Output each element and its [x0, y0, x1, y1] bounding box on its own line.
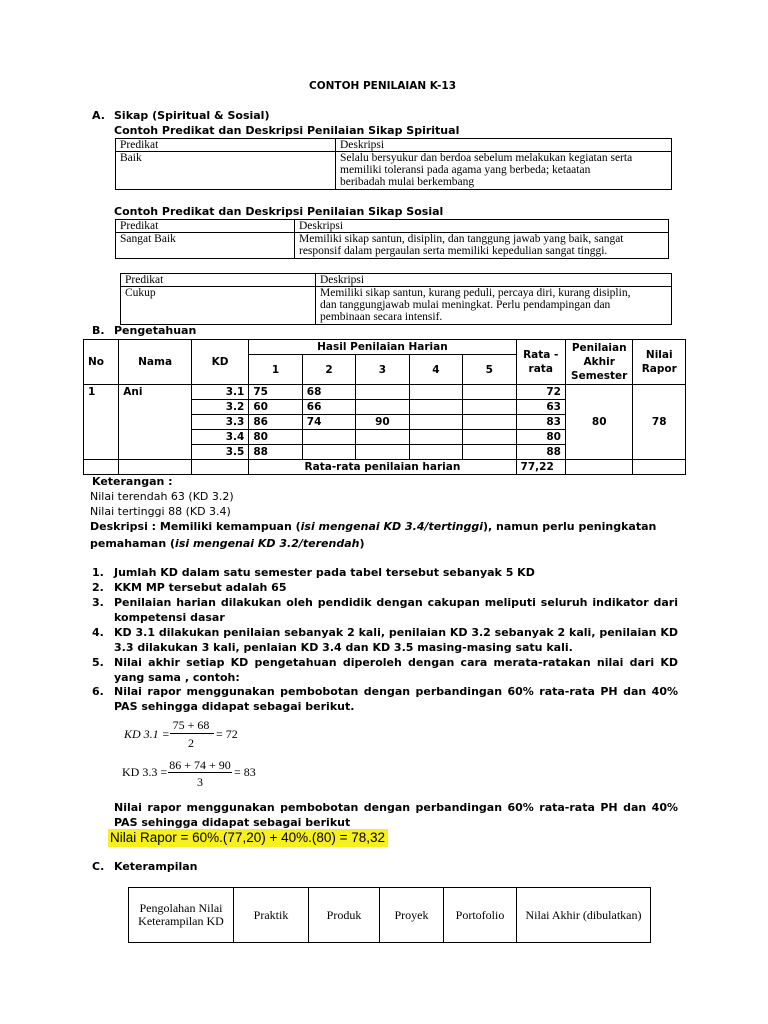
cell-empty	[565, 460, 633, 475]
table-row	[84, 460, 686, 475]
predikat-value: Sangat Baik	[116, 233, 295, 259]
header-ph-2: 2	[302, 355, 355, 385]
header-nama: Nama	[119, 340, 192, 385]
nilai-tertinggi: Nilai tertinggi 88 (KD 3.4)	[90, 505, 231, 518]
section-a-letter: A.	[92, 109, 105, 122]
list-item	[92, 565, 682, 580]
cell-pas: 80	[565, 385, 633, 460]
cell-rata: 88	[516, 445, 565, 460]
section-c-letter: C.	[92, 860, 105, 873]
table-header-row	[116, 139, 672, 152]
formula-rhs: = 83	[234, 765, 256, 779]
fraction-bar	[168, 772, 232, 773]
deskripsi-value	[336, 152, 672, 190]
pengetahuan-table	[83, 339, 686, 475]
predikat-value: Cukup	[121, 287, 316, 325]
table-header-row	[129, 888, 651, 943]
deskripsi-line: Memiliki sikap santun, kurang peduli, percaya diri, kurang disiplin,	[320, 287, 631, 299]
header-predikat: Predikat	[116, 220, 295, 233]
header-deskripsi: Deskripsi	[316, 274, 672, 287]
deskripsi-text-pre: pemahaman (	[90, 537, 176, 550]
list-text: Nilai akhir setiap KD pengetahuan diperoleh dengan cara merata-ratakan nilai dari KD yang sama , contoh:	[114, 656, 678, 684]
list-number: 2.	[92, 581, 104, 594]
header-rapor: Nilai Rapor	[633, 340, 686, 385]
header-deskripsi: Deskripsi	[336, 139, 672, 152]
header-hasil: Hasil Penilaian Harian	[249, 340, 516, 355]
cell-kd: 3.5	[191, 445, 248, 460]
header-ph-3: 3	[356, 355, 409, 385]
deskripsi-line: dan tanggungjawab mulai meningkat. Perlu pendampingan dan	[320, 299, 611, 311]
cell-ph: 88	[249, 445, 302, 460]
cell-ph	[463, 400, 516, 415]
section-c-title: Keterampilan	[114, 860, 198, 873]
keterangan-label: Keterangan :	[92, 475, 173, 488]
deskripsi-line-1	[90, 520, 678, 533]
deskripsi-text-post: ), namun perlu peningkatan	[483, 520, 657, 533]
deskripsi-line-2	[90, 537, 365, 550]
document-title: CONTOH PENILAIAN K-13	[309, 80, 456, 92]
cell-ph	[409, 400, 462, 415]
header-no: No	[84, 340, 119, 385]
keterampilan-table	[128, 887, 651, 943]
spiritual-caption: Contoh Predikat dan Deskripsi Penilaian Sikap Spiritual	[114, 124, 460, 137]
list-item	[92, 625, 682, 655]
formula-kd33	[122, 758, 302, 794]
formula-lhs: KD 3.3 =	[122, 765, 168, 779]
table-header-row	[121, 274, 672, 287]
header-ph-1: 1	[249, 355, 302, 385]
cell-ph	[463, 415, 516, 430]
header-kd: KD	[191, 340, 248, 385]
cell-ph	[463, 445, 516, 460]
cell-ph	[463, 385, 516, 400]
cell-rata: 80	[516, 430, 565, 445]
list-text: Jumlah KD dalam satu semester pada tabel tersebut sebanyak 5 KD	[114, 566, 535, 579]
header-produk: Produk	[309, 888, 380, 943]
cell-ph	[356, 445, 409, 460]
header-pengolahan: Pengolahan Nilai Keterampilan KD	[129, 888, 234, 943]
cell-rata: 63	[516, 400, 565, 415]
cell-ph: 90	[356, 415, 409, 430]
deskripsi-text-italic: isi mengenai KD 3.2/terendah	[175, 537, 360, 550]
cell-ph	[409, 415, 462, 430]
cell-ph	[302, 430, 355, 445]
cell-empty	[633, 460, 686, 475]
section-b-letter: B.	[92, 324, 105, 337]
list-item	[92, 595, 682, 625]
header-ph-5: 5	[463, 355, 516, 385]
deskripsi-line: Selalu bersyukur dan berdoa sebelum melakukan kegiatan serta	[340, 152, 633, 164]
deskripsi-value	[316, 287, 672, 325]
list-text: KD 3.1 dilakukan penilaian sebanyak 2 kali, penilaian KD 3.2 sebanyak 2 kali, penilaian KD 3.3 dilakukan 3 kali, penlaian KD 3.4 dan KD 3.5 masing-masing satu kali.	[114, 626, 678, 654]
cell-ph: 68	[302, 385, 355, 400]
cell-kd: 3.1	[191, 385, 248, 400]
cell-no: 1	[84, 385, 119, 460]
deskripsi-text	[90, 520, 656, 533]
header-predikat: Predikat	[121, 274, 316, 287]
formula-lhs: KD 3.1 =	[124, 727, 170, 741]
table-row	[116, 233, 669, 259]
deskripsi-text-post: )	[359, 537, 365, 550]
header-ph-4: 4	[409, 355, 462, 385]
header-proyek: Proyek	[380, 888, 444, 943]
cell-ph	[409, 445, 462, 460]
sosial-table	[115, 219, 669, 259]
cell-ph: 60	[249, 400, 302, 415]
list-number: 6.	[92, 685, 104, 698]
cell-rata: 83	[516, 415, 565, 430]
formula-numerator: 86 + 74 + 90	[169, 758, 231, 772]
deskripsi-value	[295, 233, 669, 259]
cell-kd: 3.4	[191, 430, 248, 445]
deskripsi-line: pembinaan secara intensif.	[320, 311, 443, 323]
table-header-row	[116, 220, 669, 233]
header-nilai-akhir: Nilai Akhir (dibulatkan)	[517, 888, 651, 943]
cell-ph: 75	[249, 385, 302, 400]
cell-ph: 86	[249, 415, 302, 430]
rapor-note: Nilai rapor menggunakan pembobotan dengan perbandingan 60% rata-rata PH dan 40% PAS sehingga didapat sebagai berikut	[114, 801, 678, 829]
list-text: Nilai rapor menggunakan pembobotan dengan perbandingan 60% rata-rata PH dan 40% PAS sehingga didapat sebagai berikut.	[114, 685, 678, 713]
cell-ph	[356, 430, 409, 445]
cell-kd: 3.3	[191, 415, 248, 430]
predikat-value: Baik	[116, 152, 336, 190]
cell-ph	[356, 400, 409, 415]
cell-empty	[84, 460, 119, 475]
header-predikat: Predikat	[116, 139, 336, 152]
formula-numerator: 75 + 68	[172, 718, 210, 732]
list-number: 4.	[92, 626, 104, 639]
cell-ph	[409, 430, 462, 445]
cukup-table	[120, 273, 672, 325]
cell-ph	[463, 430, 516, 445]
deskripsi-line: beribadah mulai berkembang	[340, 176, 475, 188]
formula-rhs: = 72	[216, 727, 238, 741]
table-row	[84, 385, 686, 400]
cell-kd: 3.2	[191, 400, 248, 415]
cell-ph: 74	[302, 415, 355, 430]
header-portofolio: Portofolio	[444, 888, 517, 943]
cell-ph	[409, 385, 462, 400]
deskripsi-line: Memiliki sikap santun, disiplin, dan tanggung jawab yang baik, sangat	[299, 233, 624, 245]
section-b-title: Pengetahuan	[114, 324, 197, 337]
cell-rata: 72	[516, 385, 565, 400]
deskripsi-text-pre: Deskripsi : Memiliki kemampuan (	[90, 520, 301, 533]
cell-ph	[302, 445, 355, 460]
avg-value: 77,22	[516, 460, 565, 475]
header-pas: Penilaian Akhir Semester	[565, 340, 633, 385]
fraction-bar	[170, 733, 214, 734]
list-text: Penilaian harian dilakukan oleh pendidik dengan cakupan meliputi seluruh indikator dari kompetensi dasar	[114, 596, 678, 624]
header-deskripsi: Deskripsi	[295, 220, 669, 233]
cell-ph: 66	[302, 400, 355, 415]
list-number: 5.	[92, 656, 104, 669]
cell-empty	[191, 460, 248, 475]
list-number: 3.	[92, 596, 104, 609]
sosial-caption: Contoh Predikat dan Deskripsi Penilaian Sikap Sosial	[114, 205, 444, 218]
formula-kd31	[124, 718, 274, 754]
list-item	[92, 580, 682, 595]
list-text: KKM MP tersebut adalah 65	[114, 581, 287, 594]
formula-denominator: 2	[188, 736, 194, 750]
nilai-terendah: Nilai terendah 63 (KD 3.2)	[90, 490, 234, 503]
formula-denominator: 3	[197, 775, 203, 789]
table-row	[121, 287, 672, 325]
cell-ph: 80	[249, 430, 302, 445]
header-praktik: Praktik	[234, 888, 309, 943]
list-item	[92, 684, 682, 714]
cell-nama: Ani	[119, 385, 192, 460]
section-a-title: Sikap (Spiritual & Sosial)	[114, 109, 270, 122]
deskripsi-line: memiliki toleransi pada agama yang berbeda; ketaatan	[340, 164, 591, 176]
deskripsi-line: responsif dalam pergaulan serta memiliki kepedulian sangat tinggi.	[299, 245, 608, 257]
header-rata: Rata - rata	[516, 340, 565, 385]
list-item	[92, 655, 682, 685]
list-number: 1.	[92, 566, 104, 579]
rapor-formula: Nilai Rapor = 60%.(77,20) + 40%.(80) = 78,32	[110, 830, 386, 845]
cell-ph	[356, 385, 409, 400]
table-row	[116, 152, 672, 190]
deskripsi-text-italic: isi mengenai KD 3.4/tertinggi	[300, 520, 484, 533]
cell-rapor: 78	[633, 385, 686, 460]
table-header-row	[84, 340, 686, 355]
avg-label: Rata-rata penilaian harian	[249, 460, 516, 475]
spiritual-table	[115, 138, 672, 190]
cell-empty	[119, 460, 192, 475]
